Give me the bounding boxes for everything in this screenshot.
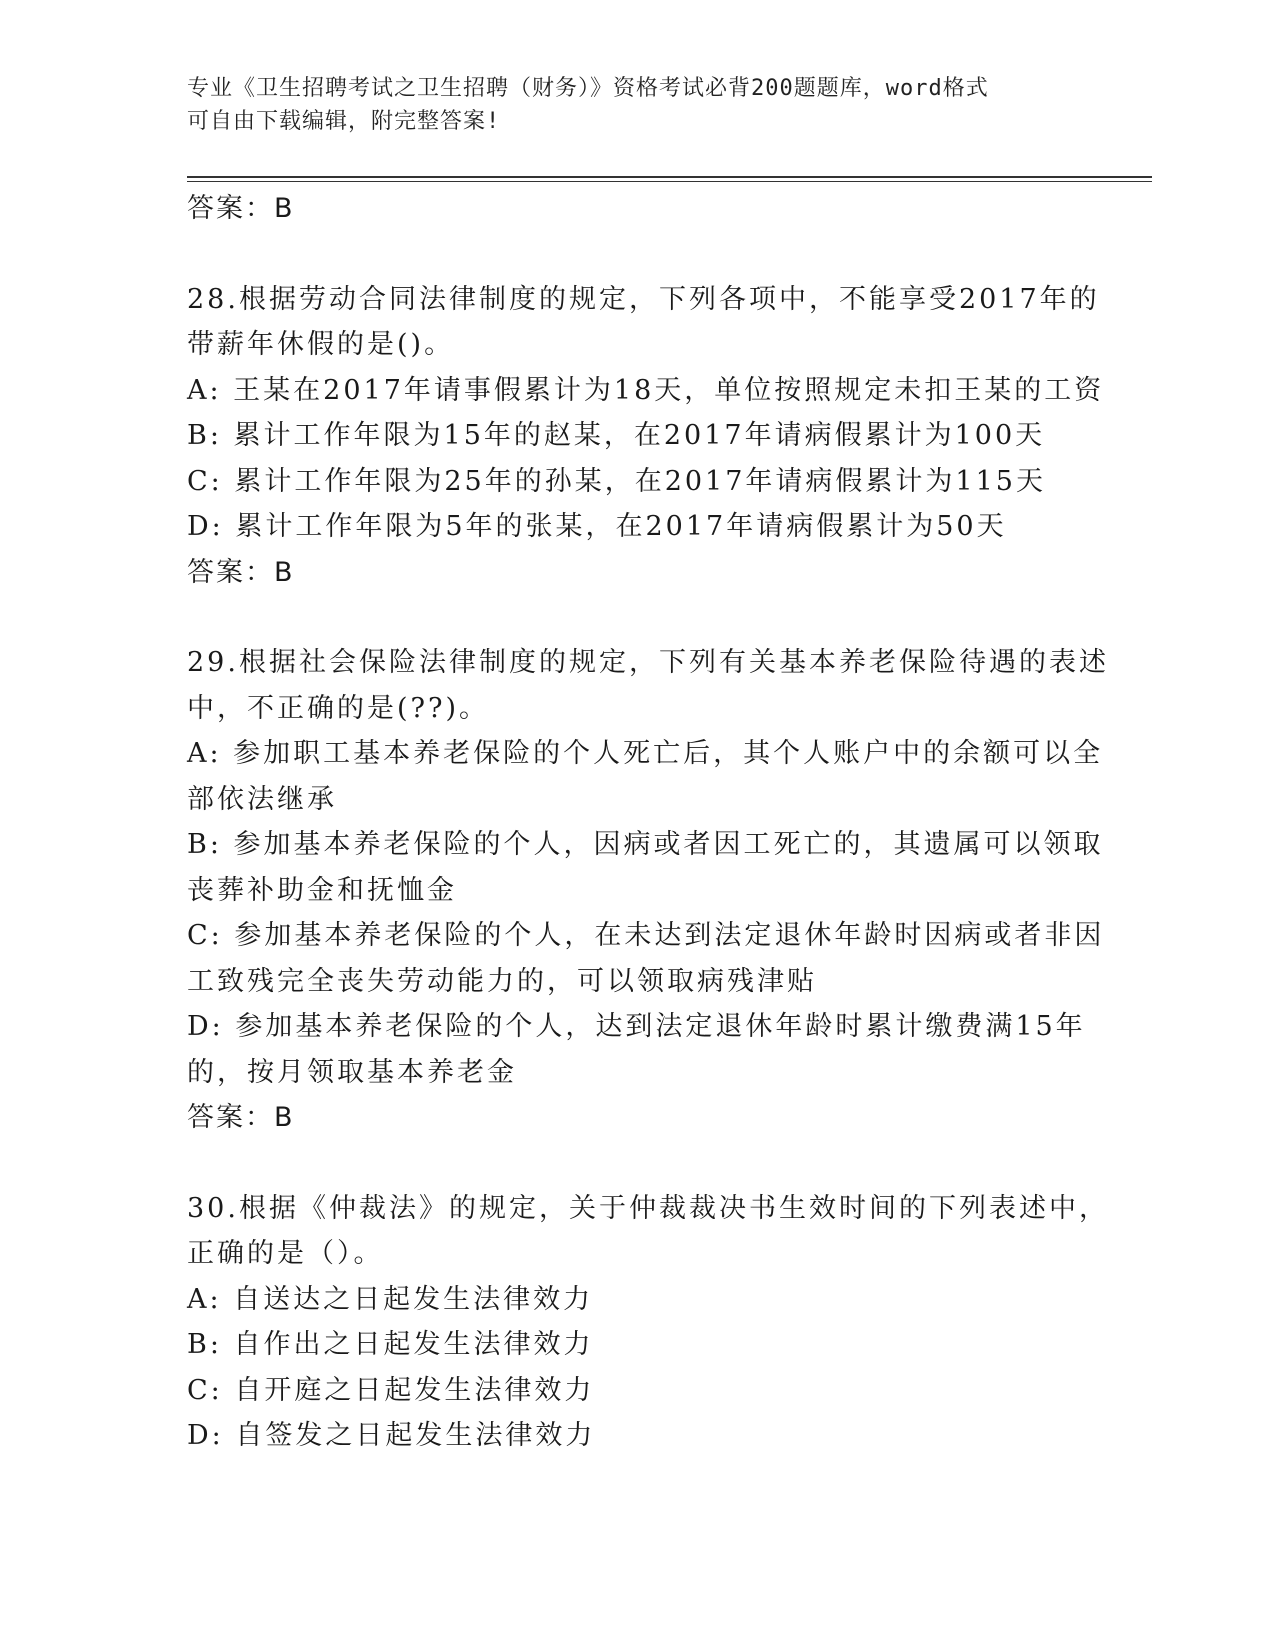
option-d-cont: 的，按月领取基本养老金 [187, 1056, 517, 1088]
question-30 [187, 1186, 1109, 1459]
option-b: B: 累计工作年限为15年的赵某，在2017年请病假累计为100天 [187, 420, 1046, 451]
question-stem: 正确的是（）。 [187, 1238, 384, 1269]
question-stem: 中，不正确的是(??)。 [187, 692, 490, 724]
option-a: A: 王某在2017年请事假累计为18天，单位按照规定未扣王某的工资 [187, 374, 1105, 406]
header-line: 专业《卫生招聘考试之卫生招聘（财务）》资格考试必背200题题库，word格式 [187, 76, 989, 101]
option-a: A: 参加职工基本养老保险的个人死亡后，其个人账户中的余额可以全 [187, 738, 1104, 769]
question-stem: 28.根据劳动合同法律制度的规定，下列各项中，不能享受2017年的 [187, 283, 1100, 315]
option-c: C: 累计工作年限为25年的孙某，在2017年请病假累计为115天 [187, 465, 1046, 497]
header-rule [187, 176, 1152, 178]
question-28 [187, 277, 1105, 596]
option-c: C: 自开庭之日起发生法律效力 [187, 1374, 595, 1406]
option-d: D: 自签发之日起发生法律效力 [187, 1420, 596, 1451]
option-d: D: 累计工作年限为5年的张某，在2017年请病假累计为50天 [187, 511, 1007, 542]
document-header [187, 72, 1067, 138]
spacer [187, 595, 1087, 640]
question-29 [187, 640, 1109, 1141]
header-line: 可自由下载编辑，附完整答案! [187, 109, 501, 134]
spacer [187, 232, 1087, 277]
option-b: B: 自作出之日起发生法律效力 [187, 1329, 594, 1360]
option-b: B: 参加基本养老保险的个人，因病或者因工死亡的，其遗属可以领取 [187, 829, 1104, 860]
question-stem: 30.根据《仲裁法》的规定，关于仲裁裁决书生效时间的下列表述中， [187, 1192, 1109, 1224]
question-list [187, 186, 1109, 1459]
option-a-cont: 部依法继承 [187, 783, 337, 815]
question-stem: 带薪年休假的是()。 [187, 329, 455, 360]
header-rule-thin [187, 181, 1152, 182]
option-a: A: 自送达之日起发生法律效力 [187, 1283, 594, 1315]
option-b-cont: 丧葬补助金和抚恤金 [187, 874, 457, 906]
option-c-cont: 工致残完全丧失劳动能力的，可以领取病残津贴 [187, 965, 817, 997]
question-stem: 29.根据社会保险法律制度的规定，下列有关基本养老保险待遇的表述 [187, 647, 1109, 678]
answer: 答案：B [187, 1102, 295, 1133]
previous-answer: 答案：B [187, 193, 295, 224]
answer: 答案：B [187, 556, 295, 588]
spacer [187, 1141, 1087, 1186]
option-c: C: 参加基本养老保险的个人，在未达到法定退休年龄时因病或者非因 [187, 920, 1105, 951]
option-d: D: 参加基本养老保险的个人，达到法定退休年龄时累计缴费满15年 [187, 1011, 1086, 1042]
